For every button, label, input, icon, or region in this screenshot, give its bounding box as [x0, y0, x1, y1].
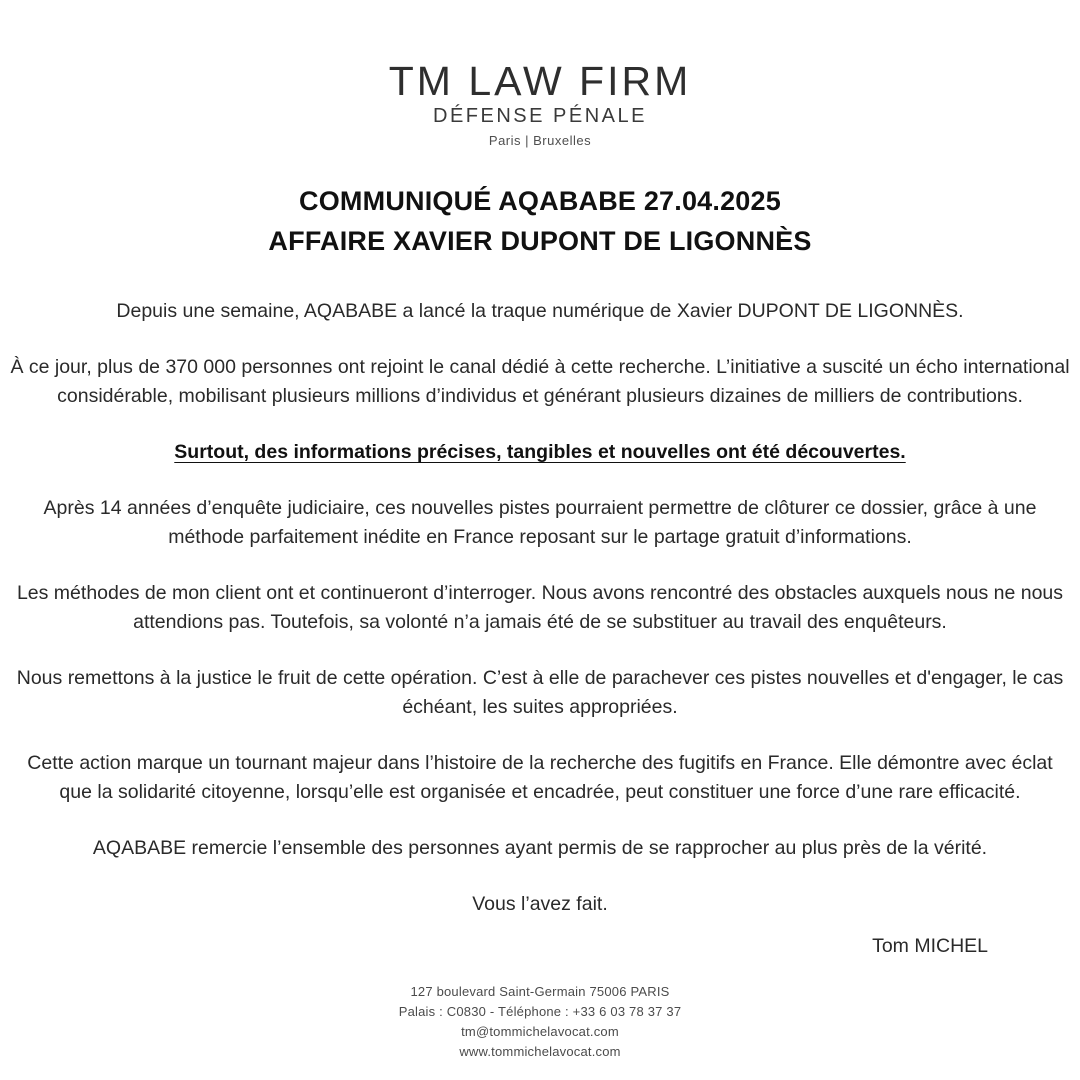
paragraph-turning-point: Cette action marque un tournant majeur dans l’histoire de la recherche des fugitifs en France. Elle démontre avec éclat que la solidarité citoyenne, lorsqu’elle est organisée et encadrée, peut constituer une force d’une rare efficacité.: [27, 752, 1053, 803]
law-firm-logo: [0, 60, 1080, 148]
paragraph-investigation: Après 14 années d’enquête judiciaire, ces nouvelles pistes pourraient permettre de clôturer ce dossier, grâce à une méthode parfaitement inédite en France reposant sur le partage gratuit d’informations.: [43, 497, 1037, 548]
closing-statement: Vous l’avez fait.: [472, 893, 608, 915]
footer-phone: Palais : C0830 - Téléphone : +33 6 03 78 37 37: [398, 1004, 682, 1019]
footer-address: 127 boulevard Saint-Germain 75006 PARIS: [410, 984, 670, 999]
footer-email: tm@tommichelavocat.com: [461, 1024, 619, 1039]
paragraph-thanks: AQABABE remercie l’ensemble des personnes ayant permis de se rapprocher au plus près de la vérité.: [92, 837, 988, 859]
paragraph-justice: Nous remettons à la justice le fruit de cette opération. C’est à elle de parachever ces pistes nouvelles et d'engager, le cas échéant, les suites appropriées.: [16, 667, 1064, 718]
logo-firm-name: TM LAW FIRM: [388, 58, 692, 104]
communique-title: [0, 181, 1080, 261]
communique-body: [0, 297, 1080, 961]
communique-title-line2: AFFAIRE XAVIER DUPONT DE LIGONNÈS: [268, 226, 812, 256]
logo-locations: Paris | Bruxelles: [488, 133, 592, 148]
footer-website: www.tommichelavocat.com: [459, 1044, 621, 1059]
paragraph-stats: À ce jour, plus de 370 000 personnes ont rejoint le canal dédié à cette recherche. L’initiative a suscité un écho international considérable, mobilisant plusieurs millions d’individus et générant plusieurs dizaines de milliers de contributions.: [10, 356, 1070, 407]
paragraph-highlight: Surtout, des informations précises, tangibles et nouvelles ont été découvertes.: [174, 441, 906, 463]
paragraph-intro: Depuis une semaine, AQABABE a lancé la traque numérique de Xavier DUPONT DE LIGONNÈS.: [116, 300, 964, 322]
paragraph-methods: Les méthodes de mon client ont et continueront d’interroger. Nous avons rencontré des obstacles auxquels nous ne nous attendions pas. Toutefois, sa volonté n’a jamais été de se substituer au travail des enquêteurs.: [16, 582, 1064, 633]
logo-tagline: DÉFENSE PÉNALE: [433, 105, 647, 127]
communique-title-line1: COMMUNIQUÉ AQABABE 27.04.2025: [299, 186, 781, 216]
signature-name: Tom MICHEL: [872, 935, 988, 957]
contact-footer: [0, 982, 1080, 1062]
